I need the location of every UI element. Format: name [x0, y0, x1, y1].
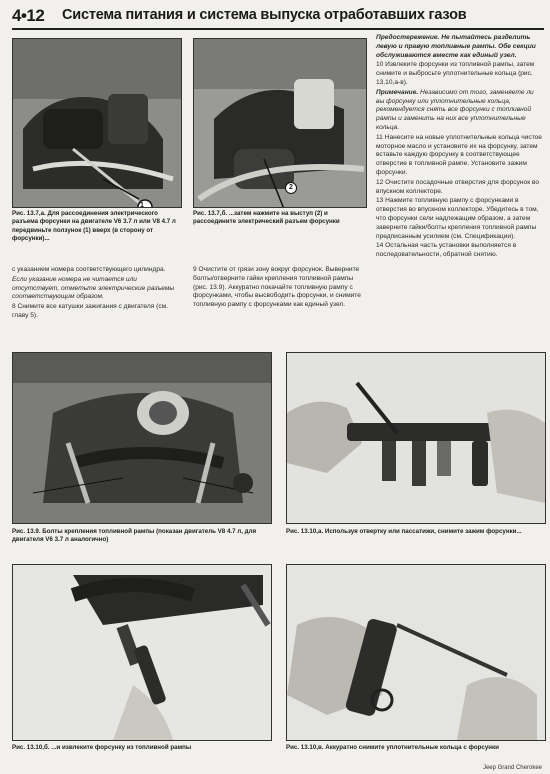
mid-column-2 — [193, 266, 365, 311]
note-label: Примечание. — [376, 88, 419, 96]
col1-a: с указанием номера соответствующего цилиндра. — [12, 266, 166, 273]
right-column-text — [376, 34, 542, 261]
warning-label: Предостережение. — [376, 34, 440, 41]
caption-fig-13-9: Рис. 13.9. Болты крепления топливной рампы (показан двигатель V8 4.7 л, для двигателя V6 3.7 л аналогично) — [12, 528, 257, 544]
callout-1: 1 — [140, 202, 144, 208]
step-10: 10 Извлеките форсунки из топливной рампы, затем снимите и выбросьте уплотнительные кольца (рис. 13.10,а-в). — [376, 61, 535, 86]
photo-fig-13-10v — [286, 564, 546, 741]
step-13: 13 Нажмите топливную рампу с форсунками в отверстия во впускном коллекторе. Убедитесь в том, что форсунки сели надлежащим образом, а затем заверните гайки/болты крепления топливной рампы предписанным усилием (см. Спецификации). — [376, 197, 539, 240]
photo-fig-13-9 — [12, 352, 272, 524]
mid-column-1 — [12, 266, 182, 322]
photo-fig-13-10a — [286, 352, 546, 524]
note-text: Независимо от того, заменяете ли вы форсунку или уплотнительные кольца, рекомендуется снять все форсунки с топливной рампы и заменить на них все уплотнительные кольца. — [376, 88, 534, 131]
page-title: Система питания и система выпуска отработавших газов — [62, 7, 467, 23]
callout-2: 2 — [285, 182, 297, 194]
step-14: 14 Остальная часть установки выполняется в последовательности, обратной снятию. — [376, 242, 517, 259]
col1-b: Если указание номера не читается или отсутствует, отметьте электрические разъемы соответствующим образом. — [12, 275, 175, 301]
photo-fig-13-7b — [193, 38, 367, 208]
step-12: 12 Очистите посадочные отверстия для форсунок во впускном коллекторе. — [376, 178, 540, 195]
caption-fig-13-10v: Рис. 13.10,в. Аккуратно снимите уплотнительные кольца с форсунки — [286, 744, 499, 751]
caption-fig-13-7a: Рис. 13.7,а. Для рассоединения электрического разъема форсунки на двигателе V6 3.7 л или V8 4.7 л передвиньте ползунок (1) вверх (в сторону от форсунки)... — [12, 210, 176, 243]
caption-fig-13-10b: Рис. 13.10,б. ...и извлеките форсунку из топливной рампы — [12, 744, 192, 751]
page-footer: Jeep Grand Cherokee — [482, 765, 542, 771]
warning-text: Не пытайтесь разделить левую и правую топливные рампы. Обе секции обслуживаются вместе как единый узел. — [376, 34, 536, 59]
photo-fig-13-7a — [12, 38, 182, 208]
caption-fig-13-10a: Рис. 13.10,а. Используя отвертку или пассатижи, снимите зажим форсунки... — [286, 528, 522, 535]
photo-fig-13-10b — [12, 564, 272, 741]
caption-fig-13-7b: Рис. 13.7,б. ...затем нажмите на выступ (2) и рассоедините электрический разъем форсунки — [193, 210, 340, 226]
page-header — [12, 6, 544, 30]
page-number: 4•12 — [12, 6, 45, 25]
col2-a: 9 Очистите от грязи зону вокруг форсунок. Выверните болты/отверните гайки крепления топливной рампы (рис. 13.9). Аккуратно покачайте топливную рампу с форсунками, чтобы высвободить форсунки, и снимите топливную рампу с форсунками как единый узел. — [193, 266, 361, 309]
step-11: 11 Нанесите на новые уплотнительные кольца чистое моторное масло и установите их на форсунку, затем вставьте каждую форсунку в соответствующее отверстие в топливной рампе. Установите зажим форсунки. — [376, 133, 542, 176]
col1-c: 8 Снимите все катушки зажигания с двигателя (см. главу 5). — [12, 303, 168, 319]
